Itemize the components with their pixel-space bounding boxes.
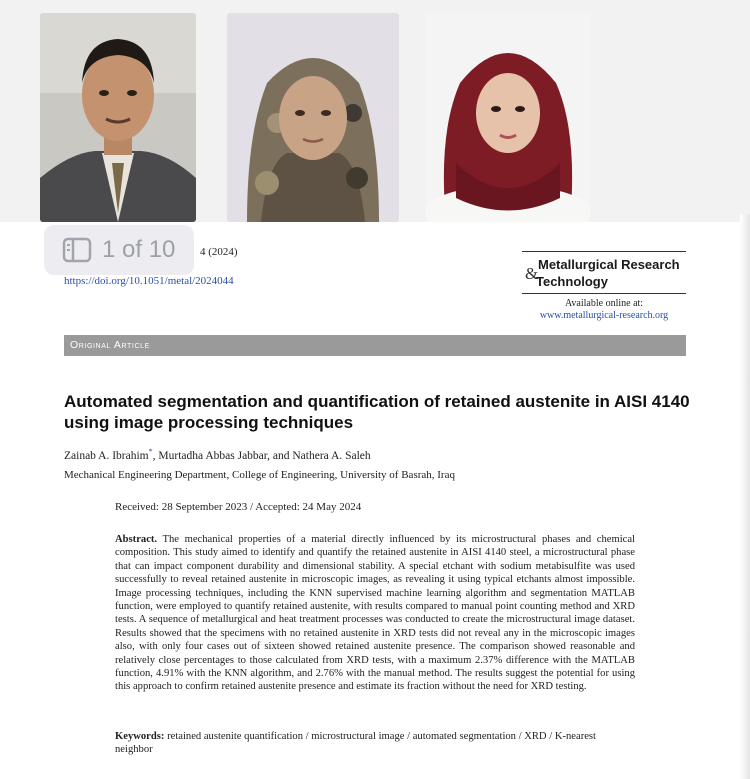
abstract <box>115 533 635 694</box>
page-edge <box>740 214 750 779</box>
keywords <box>115 730 635 757</box>
received-accepted-dates: Received: 28 September 2023 / Accepted: 24 May 2024 <box>115 501 362 513</box>
sidebar-toggle-icon[interactable] <box>62 237 92 263</box>
abstract-label: Abstract. <box>115 534 158 545</box>
availability-note <box>522 298 686 322</box>
journal-reference: 4 (2024) <box>200 246 238 258</box>
paper-title: Automated segmentation and quantification of retained austenite in AISI 4140 using image processing techniques <box>64 392 690 432</box>
available-label: Available online at: <box>564 298 644 309</box>
article-type-banner: Original Article <box>64 335 686 356</box>
journal-website-link[interactable]: www.metallurgical-research.org <box>539 310 669 321</box>
doi-link[interactable]: https://doi.org/10.1051/metal/2024044 <box>64 275 234 287</box>
corresponding-author-mark[interactable]: * <box>148 447 153 456</box>
author-photo-3 <box>426 13 590 222</box>
other-authors: , Murtadha Abbas Jabbar, and Nathera A. Saleh <box>152 449 371 462</box>
journal-logo <box>522 251 686 294</box>
affiliation: Mechanical Engineering Department, College of Engineering, University of Basrah, Iraq <box>64 469 455 481</box>
page-counter-label: 1 of 10 <box>102 236 176 263</box>
first-author: Zainab A. Ibrahim <box>64 449 149 462</box>
keywords-label: Keywords: <box>115 731 165 742</box>
journal-name-ampersand: & <box>525 264 539 283</box>
author-photo-2 <box>227 13 399 222</box>
page-counter[interactable] <box>44 225 194 275</box>
journal-name-line2: Technology <box>536 274 608 289</box>
author-list <box>64 447 371 462</box>
logo-rule-top <box>522 251 686 252</box>
keywords-text: retained austenite quantification / microstructural image / automated segmentation / XRD / K-nearest neighbor <box>115 731 597 756</box>
author-photo-1 <box>40 13 196 222</box>
journal-name-line1: Metallurgical Research <box>538 257 680 272</box>
logo-rule-bottom <box>522 293 686 294</box>
abstract-text: The mechanical properties of a material directly influenced by its microstructural phases and chemical composition. This study aimed to identify and quantify the retained austenite in AISI 4140 steel, a microstructural phase that can impact component durability and dimensional stability. A special etchant with sodium metabisulfite was used successfully to reveal retained austenite in microscopic images, as revealing it using typical etchants almost impossible. Image processing techniques, including the KNN supervised machine learning algorithm and segmentation MATLAB function, were employed to quantify retained austenite, with results compared to manual point counting method and XRD tests. A sequence of metallurgical and heat treatment processes was conducted to create the microstructural image dataset. Results showed that the specimens with no retained austenite in XRD tests did not reveal any in the microscopic images also, with only four cases out of sixteen showed retained austenite presence. The comparison showed reasonable and relatively close percentages to those calculated from XRD tests, with a maximum 2.37% difference with the MATLAB function, 4.91% with the KNN algorithm, and 2.76% with the manual method. The results suggest the potential for using this approach to confirm retained austenite presence and estimate its fraction without the need for XRD testing. <box>115 534 635 693</box>
